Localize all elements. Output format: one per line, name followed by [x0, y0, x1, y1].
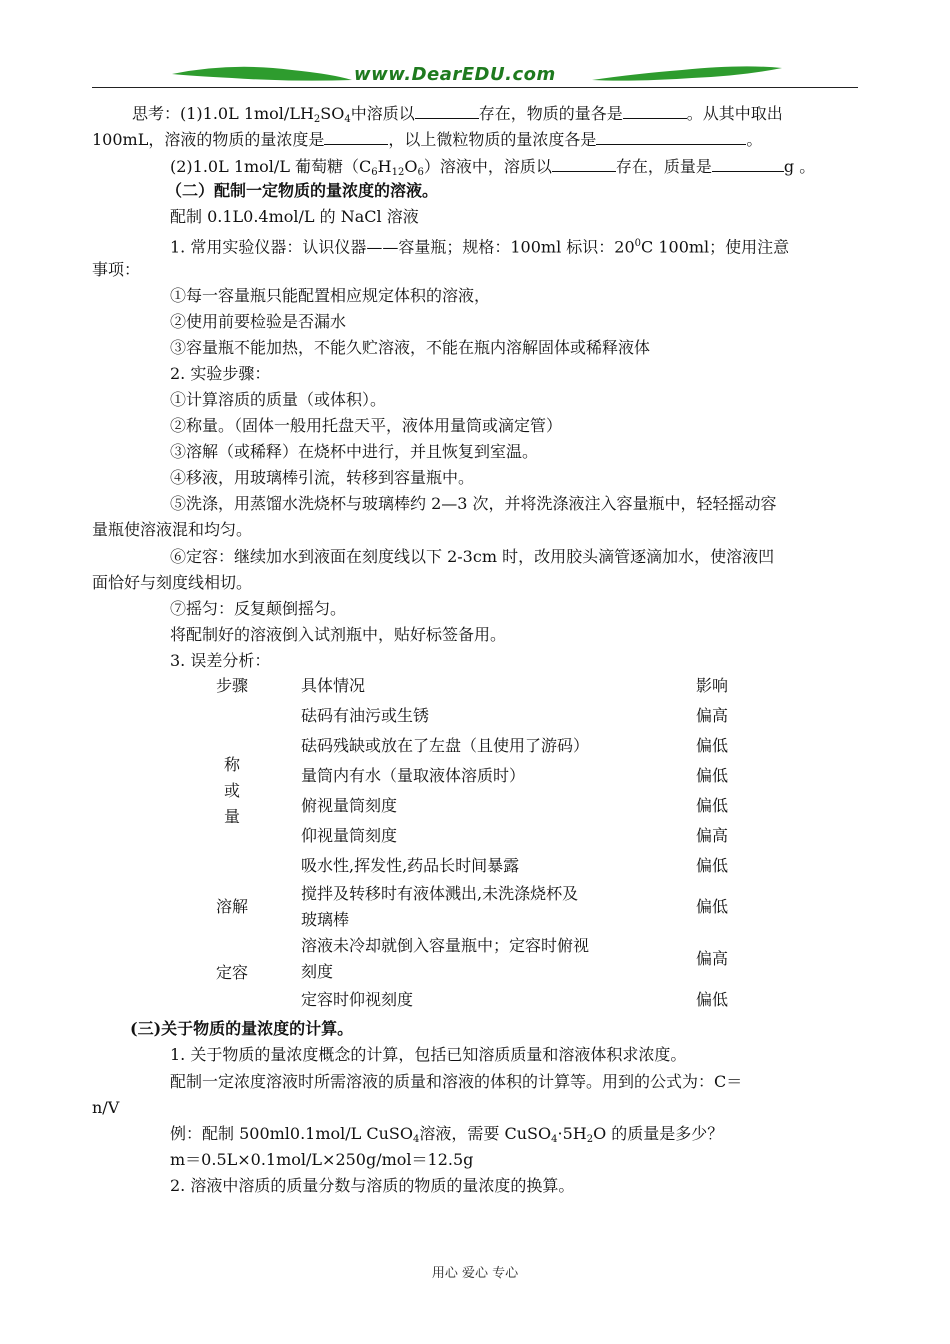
table-row-effect: 偏低 [696, 897, 729, 916]
answer-blank[interactable] [324, 128, 388, 145]
table-row-detail: 溶液未冷却就倒入容量瓶中；定容时俯视 [301, 936, 590, 955]
table-row-effect: 偏高 [696, 706, 729, 725]
table-row-detail: 砝码残缺或放在了左盘（且使用了游码） [301, 736, 590, 755]
answer-blank[interactable] [712, 155, 784, 172]
section2-item3: 3. 误差分析： [170, 651, 271, 670]
step-2: ②称量。（固体一般用托盘天平，液体用量筒或滴定管） [170, 416, 563, 435]
answer-blank[interactable] [596, 128, 746, 145]
section2-item1-cont: 事项： [92, 260, 141, 279]
group-label-weigh-2: 或 [224, 781, 241, 800]
table-row-detail: 吸水性,挥发性,药品长时间暴露 [301, 856, 520, 875]
section3-line2: 配制一定浓度溶液时所需溶液的质量和溶液的体积的计算等。用到的公式为：C＝ [170, 1072, 743, 1091]
section3-item2: 2. 溶液中溶质的质量分数与溶质的物质的量浓度的换算。 [170, 1176, 575, 1195]
table-row-detail: 仰视量筒刻度 [301, 826, 398, 845]
note-3: ③容量瓶不能加热，不能久贮溶液，不能在瓶内溶解固体或稀释液体 [170, 338, 651, 357]
section3-line3: n/V [92, 1098, 120, 1117]
answer-blank[interactable] [415, 102, 479, 119]
page-footer: 用心 爱心 专心 [431, 1266, 519, 1281]
step-7: ⑦摇匀：反复颠倒摇匀。 [170, 599, 347, 618]
table-row-detail-cont: 玻璃棒 [301, 910, 350, 929]
table-row-effect: 偏高 [696, 826, 729, 845]
site-logo: www.DearEDU.com [354, 64, 556, 85]
section3-title: (三)关于物质的量浓度的计算。 [130, 1019, 354, 1038]
table-row-effect: 偏低 [696, 796, 729, 815]
header-banner [92, 60, 858, 90]
table-row-effect: 偏低 [696, 990, 729, 1009]
section2-intro: 配制 0.1L0.4mol/L 的 NaCl 溶液 [170, 207, 419, 226]
table-row-detail: 定容时仰视刻度 [301, 990, 414, 1009]
group-label-fix: 定容 [216, 963, 249, 982]
section3-calc: m＝0.5L×0.1mol/L×250g/mol＝12.5g [170, 1150, 474, 1169]
table-row-effect: 偏高 [696, 949, 729, 968]
table-header-effect: 影响 [696, 676, 729, 695]
right-swoosh-graphic [592, 60, 782, 88]
table-header-detail: 具体情况 [301, 676, 366, 695]
table-row-detail: 砝码有油污或生锈 [301, 706, 430, 725]
note-2: ②使用前要检验是否漏水 [170, 312, 347, 331]
table-row-effect: 偏低 [696, 736, 729, 755]
left-swoosh-graphic [172, 60, 352, 88]
step-4: ④移液，用玻璃棒引流，转移到容量瓶中。 [170, 468, 475, 487]
section2-title: （二）配制一定物质的量浓度的溶液。 [166, 181, 439, 200]
step-6: ⑥定容：继续加水到液面在刻度线以下 2-3cm 时，改用胶头滴管逐滴加水，使溶液凹 [170, 547, 775, 566]
table-row-detail-cont: 刻度 [301, 962, 334, 981]
group-label-dissolve: 溶解 [216, 897, 249, 916]
section3-item1: 1. 关于物质的量浓度概念的计算，包括已知溶质质量和溶液体积求浓度。 [170, 1045, 687, 1064]
step-3: ③溶解（或稀释）在烧杯中进行，并且恢复到室温。 [170, 442, 539, 461]
note-1: ①每一容量瓶只能配置相应规定体积的溶液， [170, 286, 491, 305]
think-q1-line2: 100mL，溶液的物质的量浓度是 ，以上微粒物质的量浓度各是 。 [92, 130, 763, 149]
think-q1-line1: 思考：(1)1.0L $1mol/LH_2SO_4$中溶质以 存在，物质的量各是 。从其中取出 [132, 104, 783, 125]
step-6-cont: 面恰好与刻度线相切。 [92, 573, 253, 592]
section2-item1: 1. 常用实验仪器：认识仪器——容量瓶；规格：100ml 标识：$20^0C$ 100ml；使用注意 [170, 237, 790, 257]
table-header-step: 步骤 [216, 676, 249, 695]
header-rule [92, 87, 858, 88]
answer-blank[interactable] [552, 155, 616, 172]
table-row-detail: 量筒内有水（量取液体溶质时） [301, 766, 526, 785]
section3-example: 例：配制 500ml0.1mol/L CuSO$_4$溶液，需要 $CuSO_4\cdot 5H_2O$ 的质量是多少？ [170, 1124, 724, 1145]
answer-blank[interactable] [623, 102, 687, 119]
step-5-cont: 量瓶使溶液混和均匀。 [92, 520, 253, 539]
step-5: ⑤洗涤，用蒸馏水洗烧杯与玻璃棒约 2—3 次，并将洗涤液注入容量瓶中，轻轻摇动容 [170, 494, 777, 513]
table-row-effect: 偏低 [696, 766, 729, 785]
step-1: ①计算溶质的质量（或体积）。 [170, 390, 387, 409]
think-q2: (2)1.0L 1mol/L 葡萄糖$(C_6H_{12}O_6)$溶液中，溶质以 存在，质量是 g 。 [170, 157, 816, 178]
step-final: 将配制好的溶液倒入试剂瓶中，贴好标签备用。 [170, 625, 507, 644]
group-label-weigh-3: 量 [224, 807, 241, 826]
table-row-detail: 俯视量筒刻度 [301, 796, 398, 815]
table-row-detail: 搅拌及转移时有液体溅出,未洗涤烧杯及 [301, 884, 579, 903]
table-row-effect: 偏低 [696, 856, 729, 875]
group-label-weigh-1: 称 [224, 755, 241, 774]
section2-item2: 2. 实验步骤： [170, 364, 271, 383]
